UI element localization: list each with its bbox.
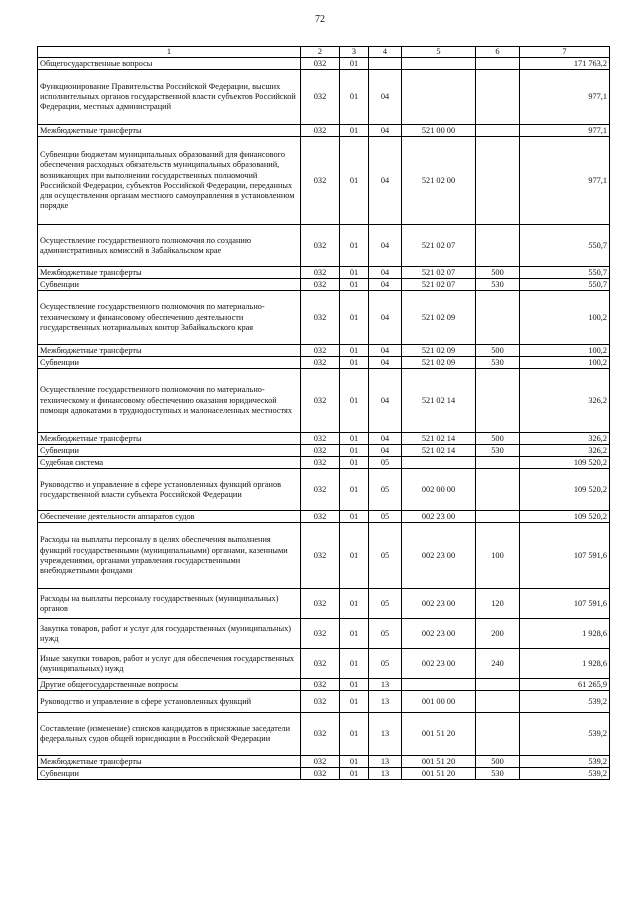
column-header: 7 — [520, 47, 610, 58]
target-article-code: 521 02 00 — [402, 137, 476, 225]
subsection-code: 04 — [369, 137, 402, 225]
target-article-code: 521 02 14 — [402, 433, 476, 445]
target-article-code: 002 23 00 — [402, 511, 476, 523]
amount: 100,2 — [520, 357, 610, 369]
amount: 100,2 — [520, 291, 610, 345]
expense-type-code: 530 — [476, 357, 520, 369]
table-row — [38, 291, 610, 345]
subsection-code: 04 — [369, 357, 402, 369]
row-name: Субвенции бюджетам муниципальных образований для финансового обеспечения расходных обязательств муниципальных образований, возникающих при выполнении государственных полномочий Российской Федерации, субъектов Российской Федерации, переданных для осуществления органам местного самоуправления в установленном порядке — [38, 137, 301, 225]
amount: 539,2 — [520, 713, 610, 756]
target-article-code: 521 02 09 — [402, 291, 476, 345]
row-name: Субвенции — [38, 279, 301, 291]
row-name: Руководство и управление в сфере установленных функций — [38, 691, 301, 713]
row-name: Межбюджетные трансферты — [38, 433, 301, 445]
amount: 107 591,6 — [520, 523, 610, 589]
table-row — [38, 345, 610, 357]
table-row — [38, 445, 610, 457]
chapter-code: 032 — [301, 679, 340, 691]
table-row — [38, 679, 610, 691]
table-row — [38, 279, 610, 291]
row-name: Другие общегосударственные вопросы — [38, 679, 301, 691]
chapter-code: 032 — [301, 137, 340, 225]
subsection-code: 05 — [369, 523, 402, 589]
target-article-code: 521 02 07 — [402, 279, 476, 291]
row-name: Межбюджетные трансферты — [38, 756, 301, 768]
row-name: Межбюджетные трансферты — [38, 345, 301, 357]
target-article-code: 001 00 00 — [402, 691, 476, 713]
table-row — [38, 691, 610, 713]
row-name: Субвенции — [38, 768, 301, 780]
amount: 326,2 — [520, 369, 610, 433]
subsection-code: 13 — [369, 713, 402, 756]
table-row — [38, 70, 610, 125]
table-row — [38, 649, 610, 679]
amount: 977,1 — [520, 137, 610, 225]
target-article-code: 521 02 09 — [402, 357, 476, 369]
chapter-code: 032 — [301, 267, 340, 279]
section-code: 01 — [340, 713, 369, 756]
column-header: 6 — [476, 47, 520, 58]
expense-type-code: 530 — [476, 445, 520, 457]
target-article-code — [402, 58, 476, 70]
column-header: 1 — [38, 47, 301, 58]
row-name: Руководство и управление в сфере установленных функций органов государственной власти субъекта Российской Федерации — [38, 469, 301, 511]
section-code: 01 — [340, 457, 369, 469]
table-row — [38, 125, 610, 137]
chapter-code: 032 — [301, 445, 340, 457]
subsection-code: 04 — [369, 70, 402, 125]
row-name: Функционирование Правительства Российской Федерации, высших исполнительных органов государственной власти субъектов Российской Федерации, местных администраций — [38, 70, 301, 125]
subsection-code: 13 — [369, 691, 402, 713]
chapter-code: 032 — [301, 756, 340, 768]
amount: 326,2 — [520, 445, 610, 457]
amount: 550,7 — [520, 225, 610, 267]
row-name: Осуществление государственного полномочия по материально-техническому и финансовому обеспечению деятельности государственных нотариальных контор Забайкальского края — [38, 291, 301, 345]
section-code: 01 — [340, 523, 369, 589]
section-code: 01 — [340, 357, 369, 369]
expense-type-code — [476, 137, 520, 225]
column-header: 2 — [301, 47, 340, 58]
subsection-code: 05 — [369, 649, 402, 679]
amount: 977,1 — [520, 125, 610, 137]
expense-type-code — [476, 70, 520, 125]
chapter-code: 032 — [301, 691, 340, 713]
table-row — [38, 267, 610, 279]
chapter-code: 032 — [301, 58, 340, 70]
target-article-code: 521 02 07 — [402, 267, 476, 279]
table-row — [38, 369, 610, 433]
section-code: 01 — [340, 70, 369, 125]
row-name: Закупка товаров, работ и услуг для государственных (муниципальных) нужд — [38, 619, 301, 649]
row-name: Межбюджетные трансферты — [38, 125, 301, 137]
chapter-code: 032 — [301, 70, 340, 125]
amount: 539,2 — [520, 691, 610, 713]
expense-type-code — [476, 291, 520, 345]
target-article-code — [402, 457, 476, 469]
chapter-code: 032 — [301, 279, 340, 291]
section-code: 01 — [340, 589, 369, 619]
header-row — [38, 47, 610, 58]
section-code: 01 — [340, 756, 369, 768]
section-code: 01 — [340, 619, 369, 649]
target-article-code: 001 51 20 — [402, 768, 476, 780]
table-row — [38, 511, 610, 523]
subsection-code: 04 — [369, 369, 402, 433]
amount: 539,2 — [520, 768, 610, 780]
target-article-code: 002 23 00 — [402, 619, 476, 649]
section-code: 01 — [340, 445, 369, 457]
expense-type-code — [476, 457, 520, 469]
target-article-code: 521 00 00 — [402, 125, 476, 137]
row-name: Расходы на выплаты персоналу в целях обеспечения выполнения функций государственными (муниципальными) органами, казенными учреждениями, органами управления государственными внебюджетными фондами — [38, 523, 301, 589]
chapter-code: 032 — [301, 589, 340, 619]
amount: 326,2 — [520, 433, 610, 445]
amount: 109 520,2 — [520, 511, 610, 523]
target-article-code: 521 02 14 — [402, 369, 476, 433]
row-name: Осуществление государственного полномочия по созданию административных комиссий в Забайкальском крае — [38, 225, 301, 267]
table-row — [38, 357, 610, 369]
row-name: Судебная система — [38, 457, 301, 469]
expense-type-code — [476, 679, 520, 691]
target-article-code: 521 02 09 — [402, 345, 476, 357]
section-code: 01 — [340, 267, 369, 279]
target-article-code: 521 02 14 — [402, 445, 476, 457]
section-code: 01 — [340, 369, 369, 433]
subsection-code: 04 — [369, 445, 402, 457]
chapter-code: 032 — [301, 125, 340, 137]
section-code: 01 — [340, 125, 369, 137]
expense-type-code — [476, 469, 520, 511]
section-code: 01 — [340, 511, 369, 523]
expense-type-code: 100 — [476, 523, 520, 589]
subsection-code: 04 — [369, 125, 402, 137]
expense-type-code — [476, 511, 520, 523]
table-row — [38, 713, 610, 756]
row-name: Обеспечение деятельности аппаратов судов — [38, 511, 301, 523]
target-article-code: 521 02 07 — [402, 225, 476, 267]
chapter-code: 032 — [301, 469, 340, 511]
section-code: 01 — [340, 345, 369, 357]
target-article-code: 002 23 00 — [402, 589, 476, 619]
amount: 100,2 — [520, 345, 610, 357]
expense-type-code: 530 — [476, 279, 520, 291]
chapter-code: 032 — [301, 357, 340, 369]
section-code: 01 — [340, 433, 369, 445]
section-code: 01 — [340, 469, 369, 511]
row-name: Иные закупки товаров, работ и услуг для обеспечения государственных (муниципальных) нужд — [38, 649, 301, 679]
column-header: 5 — [402, 47, 476, 58]
table-row — [38, 225, 610, 267]
chapter-code: 032 — [301, 433, 340, 445]
subsection-code: 04 — [369, 433, 402, 445]
chapter-code: 032 — [301, 768, 340, 780]
expense-type-code: 500 — [476, 345, 520, 357]
subsection-code: 05 — [369, 589, 402, 619]
budget-table — [37, 46, 610, 780]
row-name: Расходы на выплаты персоналу государственных (муниципальных) органов — [38, 589, 301, 619]
table-row — [38, 756, 610, 768]
target-article-code: 002 23 00 — [402, 523, 476, 589]
target-article-code: 002 23 00 — [402, 649, 476, 679]
section-code: 01 — [340, 291, 369, 345]
chapter-code: 032 — [301, 649, 340, 679]
target-article-code: 001 51 20 — [402, 756, 476, 768]
subsection-code: 04 — [369, 225, 402, 267]
subsection-code: 13 — [369, 679, 402, 691]
section-code: 01 — [340, 679, 369, 691]
expense-type-code — [476, 691, 520, 713]
amount: 977,1 — [520, 70, 610, 125]
section-code: 01 — [340, 58, 369, 70]
expense-type-code: 530 — [476, 768, 520, 780]
section-code: 01 — [340, 279, 369, 291]
chapter-code: 032 — [301, 523, 340, 589]
subsection-code: 05 — [369, 619, 402, 649]
row-name: Субвенции — [38, 357, 301, 369]
target-article-code: 002 00 00 — [402, 469, 476, 511]
chapter-code: 032 — [301, 345, 340, 357]
expense-type-code — [476, 369, 520, 433]
chapter-code: 032 — [301, 457, 340, 469]
table-row — [38, 589, 610, 619]
column-header: 3 — [340, 47, 369, 58]
expense-type-code: 120 — [476, 589, 520, 619]
chapter-code: 032 — [301, 619, 340, 649]
amount: 550,7 — [520, 279, 610, 291]
expense-type-code: 500 — [476, 267, 520, 279]
table-row — [38, 457, 610, 469]
amount: 1 928,6 — [520, 619, 610, 649]
section-code: 01 — [340, 768, 369, 780]
table-row — [38, 469, 610, 511]
table-row — [38, 433, 610, 445]
amount: 109 520,2 — [520, 469, 610, 511]
column-header: 4 — [369, 47, 402, 58]
subsection-code: 04 — [369, 345, 402, 357]
table-row — [38, 58, 610, 70]
table-row — [38, 768, 610, 780]
section-code: 01 — [340, 225, 369, 267]
subsection-code: 05 — [369, 511, 402, 523]
row-name: Осуществление государственного полномочия по материально-техническому и финансовому обеспечению оказания юридической помощи адвокатами в труднодоступных и малонаселенных местностях — [38, 369, 301, 433]
target-article-code: 001 51 20 — [402, 713, 476, 756]
expense-type-code — [476, 713, 520, 756]
expense-type-code — [476, 125, 520, 137]
amount: 109 520,2 — [520, 457, 610, 469]
amount: 61 265,9 — [520, 679, 610, 691]
subsection-code: 05 — [369, 469, 402, 511]
subsection-code — [369, 58, 402, 70]
row-name: Составление (изменение) списков кандидатов в присяжные заседатели федеральных судов общей юрисдикции в Российской Федерации — [38, 713, 301, 756]
section-code: 01 — [340, 137, 369, 225]
amount: 107 591,6 — [520, 589, 610, 619]
target-article-code — [402, 679, 476, 691]
chapter-code: 032 — [301, 511, 340, 523]
subsection-code: 13 — [369, 768, 402, 780]
expense-type-code — [476, 225, 520, 267]
amount: 171 763,2 — [520, 58, 610, 70]
expense-type-code: 240 — [476, 649, 520, 679]
chapter-code: 032 — [301, 291, 340, 345]
subsection-code: 05 — [369, 457, 402, 469]
amount: 550,7 — [520, 267, 610, 279]
row-name: Межбюджетные трансферты — [38, 267, 301, 279]
expense-type-code: 500 — [476, 433, 520, 445]
expense-type-code: 500 — [476, 756, 520, 768]
row-name: Общегосударственные вопросы — [38, 58, 301, 70]
row-name: Субвенции — [38, 445, 301, 457]
section-code: 01 — [340, 691, 369, 713]
chapter-code: 032 — [301, 369, 340, 433]
amount: 1 928,6 — [520, 649, 610, 679]
subsection-code: 04 — [369, 279, 402, 291]
table-row — [38, 137, 610, 225]
subsection-code: 04 — [369, 267, 402, 279]
page-number: 72 — [315, 14, 325, 25]
expense-type-code: 200 — [476, 619, 520, 649]
chapter-code: 032 — [301, 225, 340, 267]
expense-type-code — [476, 58, 520, 70]
amount: 539,2 — [520, 756, 610, 768]
target-article-code — [402, 70, 476, 125]
chapter-code: 032 — [301, 713, 340, 756]
table-row — [38, 619, 610, 649]
subsection-code: 04 — [369, 291, 402, 345]
subsection-code: 13 — [369, 756, 402, 768]
table-row — [38, 523, 610, 589]
section-code: 01 — [340, 649, 369, 679]
